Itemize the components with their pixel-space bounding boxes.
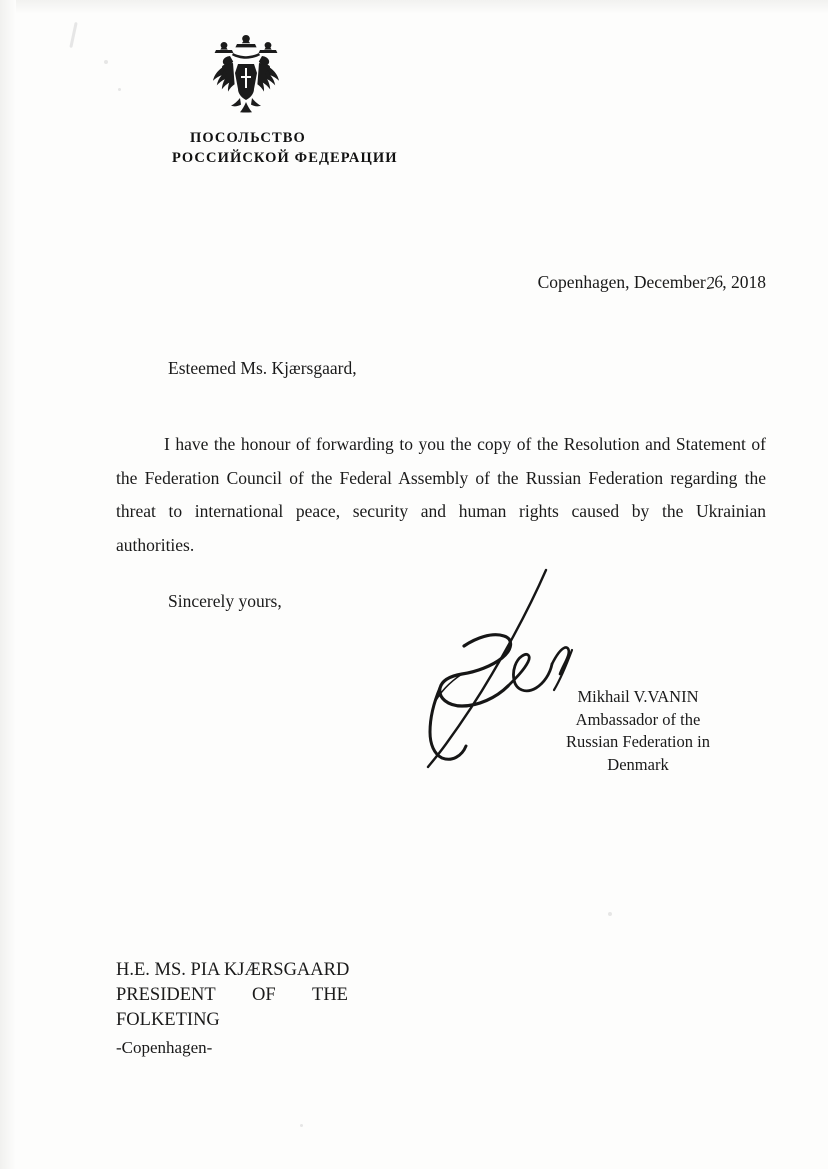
scan-edge-top xyxy=(0,0,828,14)
addressee-name: H.E. MS. PIA KJÆRSGAARD xyxy=(116,960,350,980)
addressee-role-word-1: PRESIDENT xyxy=(116,985,216,1005)
signer-title-line-1: Ambassador of the xyxy=(575,709,701,729)
scan-artifact xyxy=(608,912,612,916)
letterhead xyxy=(172,32,502,168)
letterhead-text xyxy=(172,128,502,168)
russian-coat-of-arms-double-headed-eagle-icon xyxy=(200,32,292,116)
letterhead-line-2: РОССИЙСКОЙ ФЕДЕРАЦИИ xyxy=(172,150,398,166)
scan-edge-left xyxy=(0,0,16,1169)
signer-name: Mikhail V.VANIN xyxy=(577,687,699,706)
closing: Sincerely yours, xyxy=(168,591,282,611)
salutation: Esteemed Ms. Kjærsgaard, xyxy=(168,358,357,378)
scan-artifact xyxy=(118,88,121,91)
scan-artifact xyxy=(69,22,77,48)
letterhead-line-1: ПОСОЛЬСТВО xyxy=(190,130,306,146)
addressee-block xyxy=(116,958,406,1060)
dateline-day-handwritten: 26 xyxy=(704,270,724,294)
signer-block xyxy=(520,686,756,776)
signer-title-line-3: Denmark xyxy=(607,754,669,774)
scan-artifact xyxy=(300,1124,303,1127)
addressee-role-line xyxy=(116,983,348,1008)
signer-title-line-2: Russian Federation in xyxy=(566,732,710,751)
addressee-institution: FOLKETING xyxy=(116,1010,220,1030)
addressee-city: -Copenhagen- xyxy=(116,1038,213,1057)
addressee-role-word-3: THE xyxy=(312,985,348,1005)
dateline xyxy=(538,272,766,293)
body-paragraph: I have the honour of forwarding to you the copy of the Resolution and Statement of the Federation Council of the Federal Assembly of the Russian Federation regarding the threat to international peace, security and human rights caused by the Ukrainian authorities. xyxy=(116,434,766,555)
scan-artifact xyxy=(104,60,108,64)
dateline-place-month: Copenhagen, December xyxy=(537,272,706,292)
addressee-role-word-2: OF xyxy=(252,985,276,1005)
dateline-year: , 2018 xyxy=(722,272,766,292)
